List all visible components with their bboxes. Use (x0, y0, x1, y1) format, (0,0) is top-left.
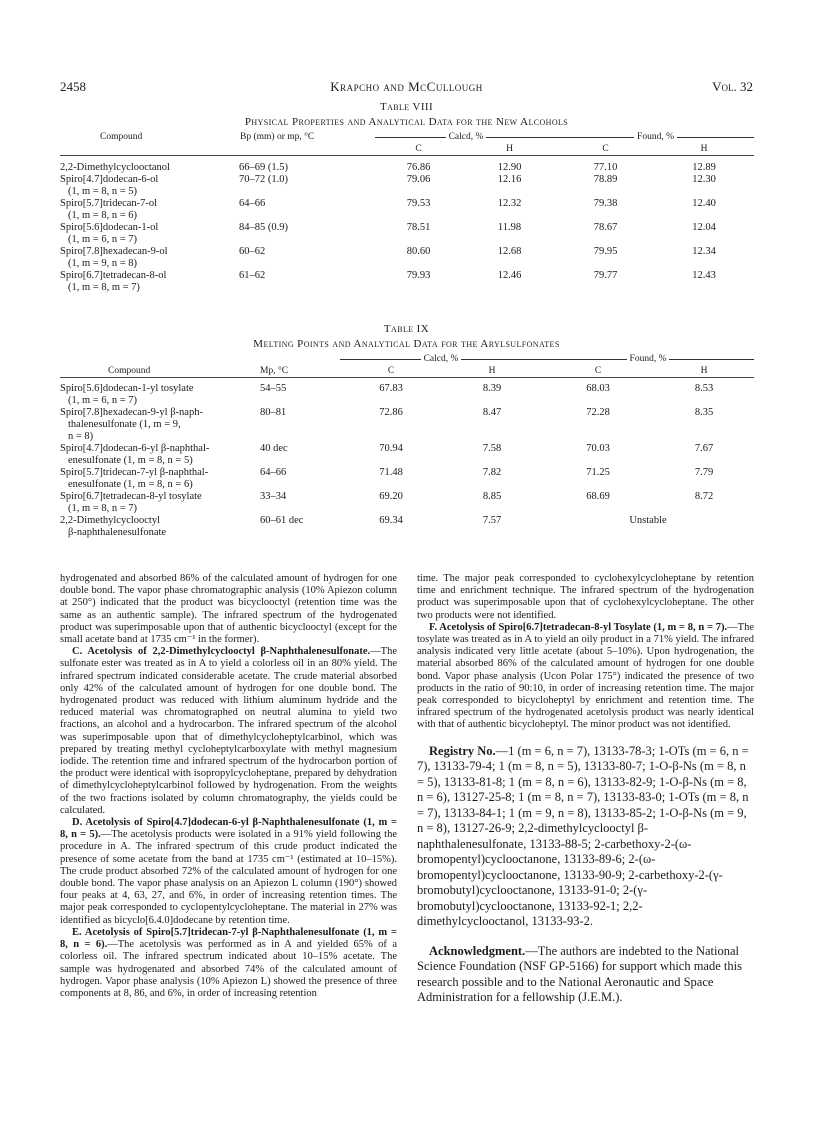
table8-calcd-h: 12.68 (497, 245, 522, 257)
table8-found-h: 12.89 (692, 161, 716, 173)
table8-compound-indices: (1, m = 9, n = 8) (68, 257, 138, 269)
table9-header-found-c: C (594, 366, 602, 376)
table9-mp: 54–55 (260, 382, 287, 394)
table9-mp: 80–81 (260, 406, 287, 418)
table8-compound-name: Spiro[6.7]tetradecan-8-ol (60, 269, 167, 281)
table8-header-found: Found, % (557, 131, 754, 143)
table9-row (60, 515, 754, 539)
table8-compound-name: Spiro[7.8]hexadecan-9-ol (60, 245, 168, 257)
registry-paragraph (417, 744, 754, 930)
table9-compound-line: n = 8) (68, 430, 94, 442)
table9-label: Table IX (383, 323, 430, 335)
table9-row (60, 443, 754, 467)
table9-compound-line: Spiro[7.8]hexadecan-9-yl β-naph- (60, 406, 203, 418)
table9-header-calcd: Calcd, % (340, 353, 542, 365)
body-paragraph (60, 817, 397, 927)
table8-compound (60, 174, 235, 198)
table8-title: Physical Properties and Analytical Data for the New Alcohols (244, 116, 569, 128)
table8-calcd-c: 79.93 (406, 269, 431, 281)
table9-found-h: 8.53 (694, 382, 714, 394)
body-left-column (60, 573, 397, 1000)
table8-calcd-h: 12.16 (497, 173, 522, 185)
body-paragraph (417, 622, 754, 732)
table9-calcd-h: 8.39 (482, 382, 502, 394)
section-heading: D. Acetolysis of Spiro[4.7]dodecan-6-yl β-Naphthalenesulfonate (1, m = 8, n = 5). (60, 817, 397, 841)
table9-found-c: 68.69 (586, 490, 610, 502)
table8-found-h: 12.34 (692, 245, 716, 257)
table8-compound-name: Spiro[5.7]tridecan-7-ol (60, 197, 158, 209)
table9-found-h: 7.67 (694, 442, 714, 454)
table8-compound (60, 246, 235, 270)
registry-heading: Registry No. (429, 743, 496, 758)
table8-bp: 84–85 (0.9) (239, 221, 288, 233)
section-heading: E. Acetolysis of Spiro[5.7]tridecan-7-yl β-Naphthalenesulfonate (1, m = 8, n = 6). (60, 926, 397, 951)
table9-calcd-c: 70.94 (379, 442, 403, 454)
table8-calcd-h: 12.90 (497, 161, 522, 173)
table8-calcd-c: 80.60 (406, 245, 431, 257)
body-paragraph (417, 573, 754, 622)
table8-found-c: 79.38 (593, 197, 618, 209)
table9-calcd-h: 8.47 (482, 406, 502, 418)
table9-compound-line: enesulfonate (1, m = 8, n = 5) (68, 454, 193, 466)
table8-row (60, 174, 754, 198)
table9-calcd-h: 7.58 (482, 442, 502, 454)
table8-header-bp: Bp (mm) or mp, °C (240, 132, 315, 142)
running-head-volume: Vol. 32 (712, 79, 753, 94)
table8-compound-indices: (1, m = 8, n = 5) (68, 185, 138, 197)
table9-header-calcd-c: C (387, 366, 395, 376)
table8-found-h: 12.04 (692, 221, 716, 233)
table8-found-c: 78.67 (593, 221, 618, 233)
table9-found-h: 7.79 (694, 466, 714, 478)
table9-compound (60, 467, 256, 491)
table8 (60, 131, 754, 294)
table9-mp: 40 dec (260, 442, 288, 454)
table9-row (60, 491, 754, 515)
table9-header-calcd-h: H (488, 366, 496, 376)
paragraph-text: —The tosylate was treated as in A to yield an oily product in a 71% yield. The infrared analysis indicated very little acetate (about 5–10%). Upon hydrogenation, the material absorbed 86% of the calculated amount of hydrogen for one double bond. Vapor phase analysis (Ucon Polar 175°) indicated the presence of two products in the ratio of 90:10, in order of increasing retention time. The major peak corresponded to bicycloheptyl by enrichment and retention time. The infrared spectrum of the hydrogenated acetolysis product was nearly identical with that of authentic bicycloheptyl. The minor product was not identified. (417, 621, 754, 731)
table9-found-c: 71.25 (586, 466, 610, 478)
table9-calcd-h: 8.85 (482, 490, 502, 502)
table9-compound-line: β-naphthalenesulfonate (68, 526, 167, 538)
table8-label: Table VIII (379, 101, 434, 113)
table9-compound-line: thalenesulfonate (1, m = 9, (68, 418, 181, 430)
table9-found-c: 72.28 (586, 406, 610, 418)
paragraph-text: hydrogenated and absorbed 86% of the calculated amount of hydrogen for one double bond. The vapor phase chromatographic analysis (10% Apiezon column at 250°) indicated that the product was bicyclooctyl (retention time was the same as an authentic sample). The infrared spectrum of the hydrogenated product was superimposable upon that of authentic bicyclooctyl (except for the small acetate band at 1735 cm⁻¹ in the former). (60, 573, 397, 646)
registry-text: —1 (m = 6, n = 7), 13133-78-3; 1-OTs (m = 6, n = 7), 13133-79-4; 1 (m = 8, n = 5), 13133-80-7; 1-O-β-Ns (m = 8, n = 5), 13133-81-8; 1 (m = 8, n = 6), 13133-82-9; 1-O-β-Ns (m = 8, n = 6), 13127-25-8; 1 (m = 8, n = 7), 13133-83-0; 1-OTs (m = 8, n = 7), 13133-84-1; 1 (m = 9, n = 8), 13133-85-2; 1-O-β-Ns (m = 9, n = 8), 13127-26-9; 2,2-dimethylcyclooctyl β-naphthalenesulfonate, 13133-88-5; 2-carbethoxy-2-(ω-bromopentyl)cyclooctanone, 13133-89-6; 2-(ω-bromopentyl)cyclooctanone, 13133-90-9; 2-carbethoxy-2-(γ-bromobutyl)cyclooctanone, 13133-91-0; 2-(γ-bromobutyl)cyclooctanone, 13133-92-1; 2,2-dimethylcyclooctanol, 13133-93-2. (417, 743, 749, 929)
table9-calcd-c: 69.20 (379, 490, 403, 502)
table9-found-c: 68.03 (586, 382, 610, 394)
table9-row (60, 407, 754, 443)
table8-compound (60, 222, 235, 246)
table8-compound-name: 2,2-Dimethylcyclooctanol (60, 161, 170, 173)
table9-calcd-h: 7.57 (482, 514, 502, 526)
table9-found-note: Unstable (629, 514, 667, 526)
table9 (60, 353, 754, 539)
table9-mp: 64–66 (260, 466, 287, 478)
table9-compound (60, 407, 256, 443)
table8-calcd-c: 79.53 (406, 197, 431, 209)
table9-compound-line: 2,2-Dimethylcyclooctyl (60, 514, 161, 526)
table9-title: Melting Points and Analytical Data for the Arylsulfonates (253, 338, 560, 350)
table8-found-c: 79.95 (593, 245, 618, 257)
table9-mp: 60–61 dec (260, 514, 304, 526)
table9-calcd-c: 71.48 (379, 466, 403, 478)
paragraph-text: —The acetolysis products were isolated in a 91% yield following the procedure in A. The infrared spectrum of this crude product indicated the presence of some acetate from the band at 1735 cm⁻¹ (estimated at 10–15%). The crude product absorbed 72% of the calculated amount of hydrogen for one double bond. The vapor phase analysis on an Apiezon L column (190°) showed four peaks at 4, 63, 27, and 6%, in order of increasing retention times. The major peak corresponded to cyclopentylcycloheptane. The material in 27% was identified as bicyclo[6.4.0]dodecane by retention time. (60, 829, 397, 926)
acknowledgment-text: —The authors are indebted to the National Science Foundation (NSF GP-5166) for support which made this research possible and to the National Aeronautic and Space Administration for a fellowship (J.E.M.). (417, 943, 742, 1005)
table9-compound (60, 383, 256, 407)
table9-header-found: Found, % (542, 353, 754, 365)
table8-calcd-h: 12.46 (497, 269, 522, 281)
table8-row (60, 246, 754, 270)
table8-found-c: 78.89 (593, 173, 618, 185)
table9-compound-line: enesulfonate (1, m = 8, n = 6) (68, 478, 193, 490)
table8-header-found-c: C (602, 144, 609, 154)
table8-header-calcd-c: C (415, 144, 422, 154)
paragraph-text: —The sulfonate ester was treated as in A to yield a colorless oil in an 80% yield. The infrared spectrum indicated considerable acetate. The crude material absorbed only 42% of the calculated amount of hydrogen for one double bond. The hydrogenated product was reduced with lithium aluminum hydride and the reduced material was chromatographed on neutral alumina to yield two fractions, an alcohol and a hydrocarbon. The infrared spectrum of the alcohol was superimposable upon that of dimethylcycloheptylcarbinol, which was prepared by treating methyl cycloheptylcarboxylate with methyl magnesium iodide. The retention time and infrared spectrum of the hydrocarbon portion of the product were identical with isopropylcycloheptane, prepared by dehydration of dimethylcycloheptylcarbinol followed by hydrogenation. From the weights of the two fractions isolated by column chromatography, the yields could be calculated. (60, 646, 397, 816)
table9-calcd-c: 72.86 (379, 406, 403, 418)
paragraph-text: time. The major peak corresponded to cyclohexylcycloheptane by retention time and enrichment technique. The infrared spectrum of the hydrogenation product was superimposable upon that of cyclohexylcycloheptane. The other two products were not identified. (417, 573, 754, 621)
table9-mp: 33–34 (260, 490, 287, 502)
acknowledgment-heading: Acknowledgment. (429, 943, 526, 958)
table8-calcd-h: 12.32 (497, 197, 522, 209)
table8-header-compound: Compound (100, 132, 143, 142)
table8-calcd-c: 78.51 (406, 221, 431, 233)
table8-bp: 64–66 (239, 197, 266, 209)
section-heading: C. Acetolysis of 2,2-Dimethylcyclooctyl β-Naphthalenesulfonate. (72, 646, 371, 658)
body-right-column (417, 573, 754, 1006)
table8-found-c: 79.77 (593, 269, 618, 281)
table8-bp: 61–62 (239, 269, 266, 281)
table8-bp: 60–62 (239, 245, 266, 257)
table9-compound (60, 515, 256, 539)
table8-compound (60, 162, 235, 174)
table8-bp: 70–72 (1.0) (239, 173, 288, 185)
table9-row (60, 467, 754, 491)
body-paragraph (60, 646, 397, 817)
table9-row (60, 383, 754, 407)
table9-compound (60, 491, 256, 515)
table8-compound-name: Spiro[4.7]dodecan-6-ol (60, 173, 159, 185)
table9-header-compound: Compound (108, 366, 151, 376)
table8-compound-indices: (1, m = 8, m = 7) (68, 281, 140, 293)
table9-compound (60, 443, 256, 467)
table9-calcd-c: 67.83 (379, 382, 403, 394)
paragraph-text: —The acetolysis was performed as in A and yielded 65% of a colorless oil. The infrared spectrum indicated about 10–15% acetate. The sample was hydrogenated and absorbed 74% of the calculated amount of hydrogen. Vapor phase analysis (10% Apiezon L) showed the presence of three components at 8, 86, and 6%, in order of increasing retention (60, 939, 397, 999)
table8-compound-indices: (1, m = 8, n = 6) (68, 209, 138, 221)
table9-compound-line: Spiro[6.7]tetradecan-8-yl tosylate (60, 490, 202, 502)
table8-found-c: 77.10 (593, 161, 618, 173)
running-head-authors: Krapcho and McCullough (330, 79, 483, 94)
table8-row (60, 222, 754, 246)
table9-compound-line: Spiro[5.6]dodecan-1-yl tosylate (60, 382, 194, 394)
table8-header-calcd-h: H (506, 144, 513, 154)
table9-compound-line: (1, m = 6, n = 7) (68, 394, 138, 406)
table8-compound-indices: (1, m = 6, n = 7) (68, 233, 138, 245)
table9-calcd-c: 69.34 (379, 514, 403, 526)
table9-compound-line: Spiro[5.7]tridecan-7-yl β-naphthal- (60, 466, 209, 478)
table8-row (60, 270, 754, 294)
section-heading: F. Acetolysis of Spiro[6.7]tetradecan-8-yl Tosylate (1, m = 8, n = 7). (429, 621, 728, 633)
body-paragraph (60, 573, 397, 646)
table8-calcd-c: 79.06 (406, 173, 431, 185)
table8-calcd-h: 11.98 (497, 221, 522, 233)
table9-header-found-h: H (700, 366, 708, 376)
table8-compound (60, 198, 235, 222)
body-paragraph (60, 927, 397, 1000)
table9-found-h: 8.35 (694, 406, 714, 418)
table9-header-mp: Mp, °C (260, 366, 289, 376)
table8-compound-name: Spiro[5.6]dodecan-1-ol (60, 221, 159, 233)
table9-compound-line: (1, m = 8, n = 7) (68, 502, 138, 514)
table9-found-c: 70.03 (586, 442, 610, 454)
acknowledgment-paragraph (417, 944, 754, 1006)
table8-found-h: 12.30 (692, 173, 716, 185)
table8-row (60, 198, 754, 222)
table8-header-found-h: H (700, 144, 708, 154)
table8-bp: 66–69 (1.5) (239, 161, 288, 173)
table8-found-h: 12.40 (692, 197, 716, 209)
table8-compound (60, 270, 235, 294)
table9-found-h: 8.72 (694, 490, 714, 502)
table8-row (60, 162, 754, 174)
table8-header-calcd: Calcd, % (375, 131, 557, 143)
table9-calcd-h: 7.82 (482, 466, 502, 478)
table8-found-h: 12.43 (692, 269, 716, 281)
page-number: 2458 (60, 79, 86, 94)
table8-calcd-c: 76.86 (406, 161, 431, 173)
table9-compound-line: Spiro[4.7]dodecan-6-yl β-naphthal- (60, 442, 210, 454)
